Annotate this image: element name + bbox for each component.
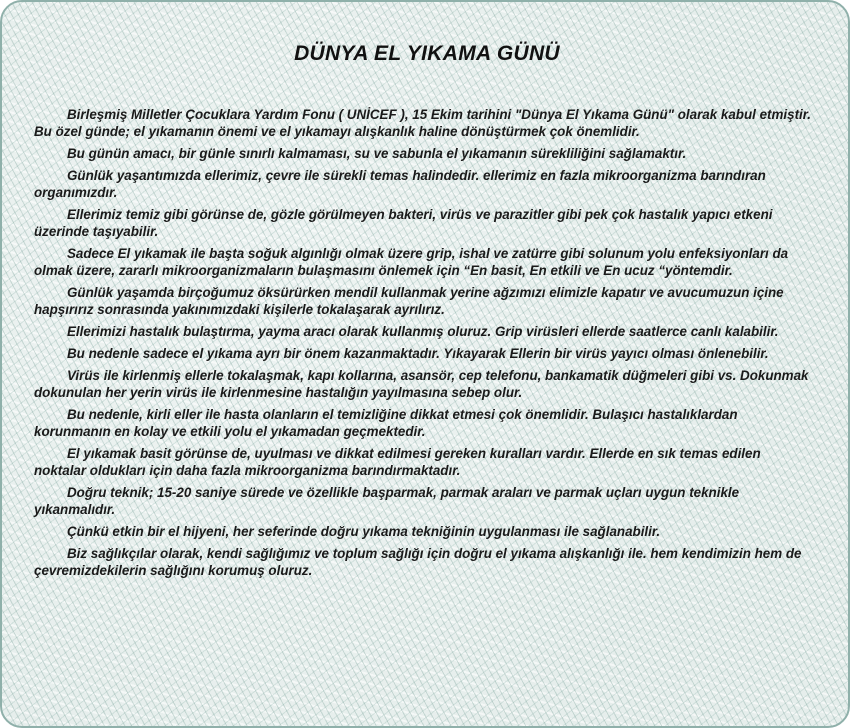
paragraph: Günlük yaşamda birçoğumuz öksürürken mendil kullanmak yerine ağzımızı elimizle kapatır ve avucumuzun içine hapşırırız sonrasında yakınımızdaki kişilerle tokalaşarak ayrılırız. bbox=[34, 285, 784, 317]
paragraph: Sadece El yıkamak ile başta soğuk algınlığı olmak üzere grip, ishal ve zatürre gibi solunum yolu enfeksiyonları da olmak üzere, zararlı mikroorganizmaların bulaşmasını önlemek için “En basit, En etkili ve En ucuz “yöntemdir. bbox=[34, 246, 789, 278]
paragraph: Biz sağlıkçılar olarak, kendi sağlığımız ve toplum sağlığı için doğru el yıkama alışkanlığı ile. hem kendimizin hem de çevremizdekilerin sağlığını korumuş oluruz. bbox=[34, 546, 802, 578]
paragraph: Çünkü etkin bir el hijyeni, her seferinde doğru yıkama tekniğinin uygulanması ile sağlanabilir. bbox=[67, 524, 661, 539]
paragraph: Günlük yaşantımızda ellerimiz, çevre ile sürekli temas halindedir. ellerimiz en fazla mikroorganizma barındıran organımızdır. bbox=[34, 168, 766, 200]
paragraph: Bu nedenle, kirli eller ile hasta olanların el temizliğine dikkat etmesi çok önemlidir. Bulaşıcı hastalıklardan korunmanın en kolay ve etkili yolu el yıkamadan geçmektedir. bbox=[34, 407, 738, 439]
paragraph: Bu nedenle sadece el yıkama ayrı bir önem kazanmaktadır. Yıkayarak Ellerin bir virüs yayıcı olması önlenebilir. bbox=[67, 346, 769, 361]
article-body bbox=[34, 106, 816, 584]
paragraph: Ellerimizi hastalık bulaştırma, yayma aracı olarak kullanmış oluruz. Grip virüsleri ellerde saatlerce canlı kalabilir. bbox=[67, 324, 779, 339]
paragraph: Ellerimiz temiz gibi görünse de, gözle görülmeyen bakteri, virüs ve parazitler gibi pek çok hastalık yapıcı etkeni üzerinde taşıyabilir. bbox=[34, 207, 773, 239]
paragraph: Bu günün amacı, bir günle sınırlı kalmaması, su ve sabunla el yıkamanın sürekliliğini sağlamaktır. bbox=[67, 146, 687, 161]
paragraph: Virüs ile kirlenmiş ellerle tokalaşmak, kapı kollarına, asansör, cep telefonu, bankamatik düğmeleri gibi vs. Dokunmak dokunulan her yerin virüs ile kirlenmesine hastalığın yayılmasına sebep olur. bbox=[34, 368, 809, 400]
paragraph: Birleşmiş Milletler Çocuklara Yardım Fonu ( UNİCEF ), 15 Ekim tarihini "Dünya El Yıkama Günü" olarak kabul etmiştir. Bu özel günde; el yıkamanın önemi ve el yıkamayı alışkanlık haline dönüştürmek çok önemlidir. bbox=[34, 107, 811, 139]
paragraph: Doğru teknik; 15-20 saniye sürede ve özellikle başparmak, parmak araları ve parmak uçları uygun teknikle yıkanmalıdır. bbox=[34, 485, 740, 517]
paragraph: El yıkamak basit görünse de, uyulması ve dikkat edilmesi gereken kuralları vardır. Ellerde en sık temas edilen noktalar oldukları için daha fazla mikroorganizma barındırmaktadır. bbox=[34, 446, 761, 478]
page-title: DÜNYA EL YIKAMA GÜNÜ bbox=[294, 42, 560, 65]
